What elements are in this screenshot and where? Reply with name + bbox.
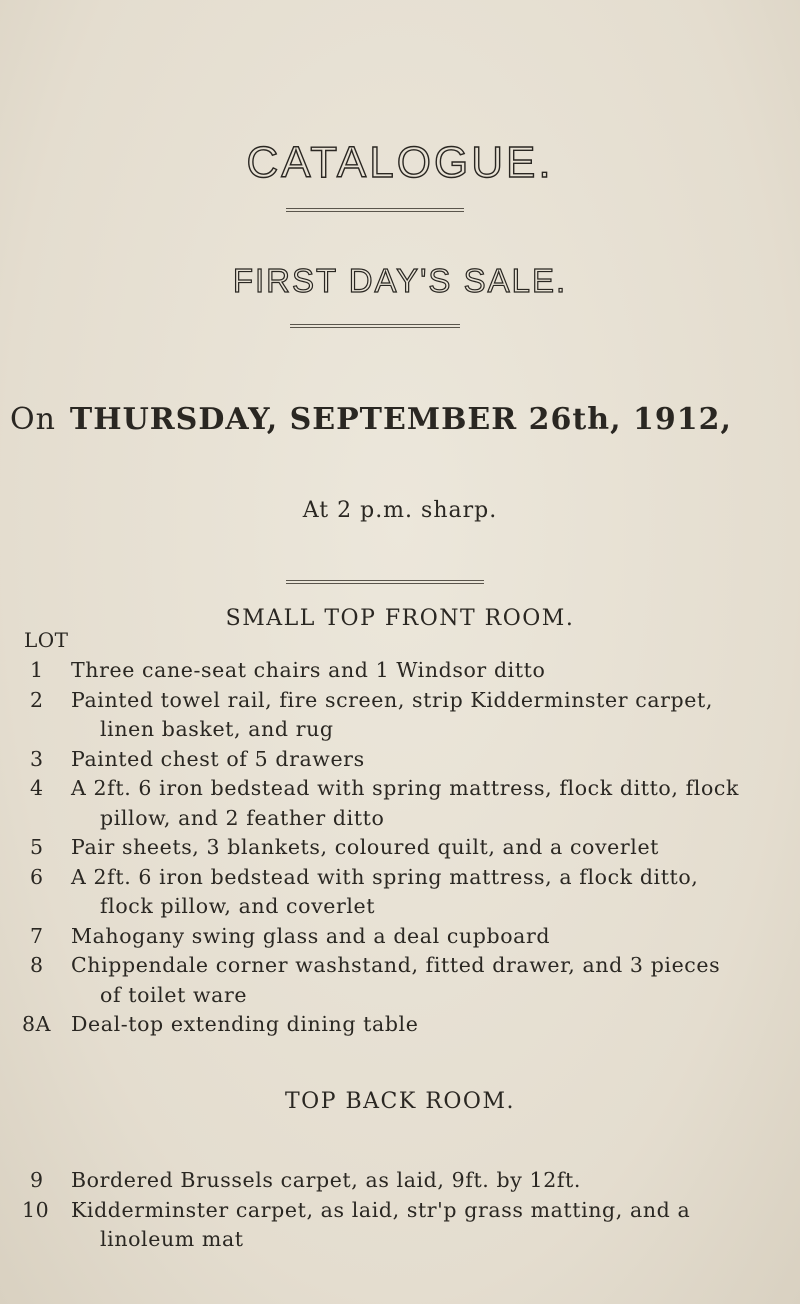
lot-item: [0, 656, 800, 686]
lot-description: Three cane-seat chairs and 1 Windsor ditto: [71, 658, 546, 682]
lot-description: Deal-top extending dining table: [71, 1012, 419, 1036]
lot-list-small-top-front: [0, 656, 800, 1040]
lot-number: 8: [30, 953, 44, 977]
lot-description: Chippendale corner washstand, fitted drawer, and 3 pieces: [71, 953, 721, 977]
time-divider: [286, 580, 484, 584]
lot-description-continued: pillow, and 2 feather ditto: [100, 805, 385, 830]
subtitle-divider: [290, 324, 460, 328]
lot-number: 3: [30, 746, 44, 771]
lot-description: Mahogany swing glass and a deal cupboard: [71, 923, 551, 948]
title-divider: [286, 208, 464, 212]
lot-description: A 2ft. 6 iron bedstead with spring mattress, flock ditto, flock: [71, 776, 739, 800]
lot-description-continued: of toilet ware: [100, 982, 248, 1007]
room-heading-small-top-front: SMALL TOP FRONT ROOM.: [225, 606, 575, 631]
lot-item: [0, 1196, 800, 1255]
lot-description: Pair sheets, 3 blankets, coloured quilt, and a coverlet: [71, 835, 660, 859]
date-prefix: On: [10, 402, 56, 437]
lot-item: [0, 1010, 800, 1040]
lot-item: [0, 922, 800, 952]
lot-description-continued: flock pillow, and coverlet: [100, 894, 376, 918]
lot-description: Painted towel rail, fire screen, strip Kidderminster carpet,: [71, 687, 713, 712]
sale-date: THURSDAY, SEPTEMBER 26th, 1912,: [69, 402, 732, 437]
room-heading-top-back: TOP BACK ROOM.: [285, 1089, 515, 1114]
lot-item: [0, 863, 800, 922]
sale-date-line: [10, 402, 790, 437]
lot-description: Bordered Brussels carpet, as laid, 9ft. by 12ft.: [71, 1168, 581, 1192]
sale-time: At 2 p.m. sharp.: [302, 498, 498, 523]
lot-list-top-back: [0, 1166, 800, 1255]
lot-number: 5: [30, 835, 44, 859]
lot-description: A 2ft. 6 iron bedstead with spring mattress, a flock ditto,: [71, 864, 699, 889]
lot-item: [0, 686, 800, 745]
lot-number: 9: [30, 1168, 44, 1192]
lot-description-continued: linoleum mat: [100, 1227, 244, 1251]
lot-item: [0, 774, 800, 833]
lot-description-continued: linen basket, and rug: [100, 717, 334, 741]
lot-number: 2: [30, 687, 44, 712]
lot-column-label: LOT: [24, 628, 69, 652]
lot-description: Painted chest of 5 drawers: [71, 746, 365, 771]
lot-description: Kidderminster carpet, as laid, str'p grass matting, and a: [71, 1197, 691, 1222]
lot-item: [0, 833, 800, 863]
lot-number: 6: [30, 864, 44, 889]
lot-item: [0, 745, 800, 775]
lot-item: [0, 1166, 800, 1196]
sale-subtitle: FIRST DAY'S SALE.: [232, 262, 568, 299]
catalogue-title: CATALOGUE.: [246, 138, 554, 187]
lot-number: 7: [30, 923, 44, 948]
lot-number: 8A: [22, 1012, 52, 1036]
lot-item: [0, 951, 800, 1010]
lot-number: 4: [30, 776, 44, 800]
lot-number: 10: [22, 1197, 50, 1222]
lot-number: 1: [30, 658, 44, 682]
